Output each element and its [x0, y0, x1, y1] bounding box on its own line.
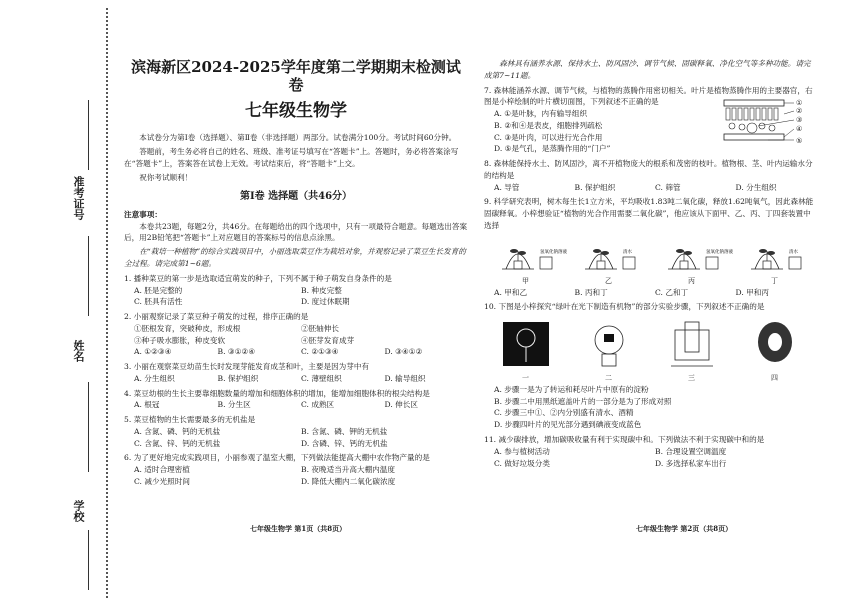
- right-context: 森林具有涵养水源、保持水土、防风固沙、调节气候、固碳释氧、净化空气等多种功能。请完成第7~11题。: [484, 59, 811, 80]
- answer-options: [484, 287, 816, 299]
- question: [124, 273, 468, 308]
- subject-title: 七年级生物学: [245, 101, 347, 121]
- answer-options: [124, 426, 468, 450]
- answer-option[interactable]: D. 步骤四叶片的见光部分遇到碘液变成蓝色: [494, 420, 642, 430]
- question-stem: 1. 播种菜豆的第一步是选取适宜萌发的种子，下列不属于种子萌发自身条件的是: [124, 273, 392, 283]
- intro-para-1: 本试卷分为第Ⅰ卷（选择题）、第Ⅱ卷（非选择题）两部分。试卷满分100分。考试时间60分钟。: [139, 133, 457, 143]
- answer-option[interactable]: C. 减少光照时间: [134, 476, 190, 486]
- sub-statement: ①胚根发育，突破种皮，形成根: [134, 323, 241, 333]
- answer-option[interactable]: A. 分生组织: [134, 373, 175, 383]
- answer-option[interactable]: B. 保护组织: [217, 373, 259, 383]
- figure-label: 四: [771, 374, 778, 383]
- question-stem: 2. 小丽观察记录了菜豆种子萌发的过程，排序正确的是: [124, 312, 309, 322]
- binding-strip: [0, 0, 112, 609]
- answer-option[interactable]: D. ⑤是气孔，是蒸腾作用的“门户”: [494, 144, 611, 154]
- question: [484, 434, 816, 469]
- figure-label: 丁: [771, 276, 778, 285]
- answer-option[interactable]: C. 成熟区: [301, 400, 335, 410]
- answer-options: [484, 182, 816, 194]
- section-heading: 第Ⅰ卷 选择题（共46分）: [239, 191, 353, 203]
- figure-labels: [484, 276, 816, 287]
- question-stem: 6. 为了更好地完成实践项目，小丽参观了温室大棚，下列做法能提高大棚中农作物产量的是: [124, 453, 430, 463]
- question-stem: 5. 菜豆植物的生长需要最多的无机盐是: [124, 415, 256, 425]
- beaker-label: 清水: [788, 249, 798, 255]
- question-list-left: [124, 273, 468, 488]
- answer-options: [124, 285, 468, 309]
- answer-option[interactable]: B. ②和④是表皮，细胞排列疏松: [494, 120, 603, 130]
- answer-option[interactable]: D. 度过休眠期: [301, 297, 350, 307]
- name-label: 姓名: [72, 340, 85, 362]
- leaf-part-label: ②: [796, 107, 803, 115]
- bell-jar-apparatus: [745, 235, 805, 275]
- answer-option[interactable]: D. 伸长区: [384, 400, 418, 410]
- exam-number-line-2[interactable]: [88, 236, 89, 316]
- answer-option[interactable]: A. 导管: [494, 182, 520, 192]
- notice-text: 本卷共23题，每题2分，共46分。在每题给出的四个选项中，只有一项最符合题意。每题选出答案后，用2B铅笔把“答题卡”上对应题目的答案标号的信息点涂黑。: [124, 221, 468, 243]
- answer-option[interactable]: C. 含氮、锌、钙的无机盐: [134, 438, 221, 448]
- answer-option[interactable]: D. 降低大棚内二氧化碳浓度: [301, 476, 396, 486]
- question: [124, 388, 468, 412]
- answer-option[interactable]: D. 含磷、锌、钙的无机盐: [301, 438, 388, 448]
- seal-label: 准考证号: [72, 176, 85, 220]
- question: [484, 301, 816, 431]
- answer-option[interactable]: A. 参与植树活动: [494, 446, 550, 456]
- question: [124, 361, 468, 385]
- answer-option[interactable]: A. 胚是完整的: [134, 285, 183, 295]
- bell-jar-apparatus: [579, 235, 639, 275]
- answer-option[interactable]: A. 适时合理密植: [134, 465, 190, 475]
- bell-jar-apparatus: [496, 235, 567, 275]
- answer-option[interactable]: C. 步骤三中①、②内分别盛有清水、酒精: [494, 408, 634, 418]
- question-stem: 4. 菜豆幼根的生长主要靠细胞数量的增加和细胞体积的增加，能增加细胞体积的根尖结构是: [124, 388, 430, 398]
- figure-label: 一: [522, 374, 529, 383]
- experiment-step-image: [580, 316, 638, 372]
- answer-option[interactable]: A. 步骤一是为了转运和耗尽叶片中原有的淀粉: [494, 384, 649, 394]
- leaf-part-label: ①: [796, 99, 803, 107]
- intro-para-2: 答题前，考生务必将自己的姓名、班级、准考证号填写在“答题卡”上。答题时，务必将答案涂写在“答题卡”上，答案答在试卷上无效。考试结束后，将“答题卡”上交。: [124, 147, 459, 168]
- answer-option[interactable]: D. 输导组织: [384, 373, 426, 383]
- school-line[interactable]: [88, 530, 89, 590]
- experiment-step-image: [663, 316, 721, 372]
- answer-option[interactable]: C. ③是叶肉，可以进行光合作用: [494, 132, 603, 142]
- experiment-steps-figure: [484, 316, 816, 372]
- question-stem: 11. 减少碳排放，增加碳吸收量有利于实现碳中和。下列做法不利于实现碳中和的是: [484, 435, 765, 444]
- question-stem: 10. 下图是小梓探究“绿叶在光下制造有机物”的部分实验步骤，下列叙述不正确的是: [484, 302, 765, 312]
- beaker-label: 氢氧化钠溶液: [539, 249, 567, 255]
- answer-option[interactable]: D. 甲和丙: [735, 287, 769, 297]
- answer-options: [484, 384, 816, 431]
- answer-option[interactable]: B. 丙和丁: [574, 287, 608, 297]
- question-stem: 8. 森林能保持水土、防风固沙，离不开植物庞大的根系和茂密的枝叶。植物根、茎、叶内运输水分的结构是: [484, 159, 813, 180]
- answer-option[interactable]: C. 筛管: [655, 182, 681, 192]
- sub-statements: [124, 323, 468, 347]
- question: [124, 311, 468, 358]
- question: [484, 196, 816, 298]
- exam-title: 滨海新区2024-2025学年度第二学期期末检测试卷: [131, 58, 461, 94]
- answer-option[interactable]: B. 种皮完整: [301, 285, 342, 295]
- dotted-cut-line: [106, 8, 108, 598]
- answer-option[interactable]: B. ③①②④: [217, 347, 256, 357]
- leaf-part-label: ⑤: [796, 137, 803, 145]
- answer-option[interactable]: B. 合理设置空调温度: [655, 446, 727, 456]
- answer-options: [124, 399, 468, 411]
- beaker-label: 氢氧化钠溶液: [705, 249, 733, 255]
- answer-options: [124, 464, 468, 488]
- sub-statement: ④胚芽发育成芽: [301, 335, 355, 345]
- figure-label: 甲: [522, 276, 529, 285]
- leaf-part-label: ④: [796, 125, 803, 133]
- answer-option[interactable]: B. 保护组织: [574, 182, 616, 192]
- answer-option[interactable]: C. 胚具有活性: [134, 297, 183, 307]
- figure-label: 三: [688, 374, 695, 383]
- figure-labels: [484, 373, 816, 384]
- answer-option[interactable]: A. ①②③④: [134, 347, 172, 357]
- answer-option[interactable]: A. 根冠: [134, 400, 160, 410]
- answer-option[interactable]: A. 甲和乙: [494, 287, 528, 297]
- apparatus-figure-row: [484, 235, 816, 275]
- answer-option[interactable]: B. 步骤二中用黑纸遮盖叶片的一部分是为了形成对照: [494, 396, 672, 406]
- bell-jar-apparatus: [662, 235, 733, 275]
- answer-option[interactable]: B. 含氮、磷、钾的无机盐: [301, 426, 388, 436]
- answer-option[interactable]: B. 分生区: [217, 400, 251, 410]
- question-stem: 7. 森林能涵养水源、调节气候，与植物的蒸腾作用密切相关。叶片是植物蒸腾作用的主要器官，右图是小梓绘制的叶片横切面图，下列叙述不正确的是: [484, 85, 813, 107]
- question: [124, 452, 468, 487]
- left-page: [124, 58, 468, 488]
- answer-options: [124, 346, 468, 358]
- answer-option[interactable]: A. ①是叶脉，内有输导组织: [494, 109, 588, 119]
- notice-title: 注意事项：: [124, 209, 162, 219]
- answer-option[interactable]: B. 夜晚适当升高大棚内温度: [301, 465, 395, 475]
- answer-option[interactable]: D. 分生组织: [735, 182, 777, 192]
- context-note: 在“栽培一种植物”的综合实践项目中，小丽选取菜豆作为栽培对象，并观察记录了菜豆生长发育的全过程。请完成第1~6题。: [124, 247, 466, 268]
- question-stem: 3. 小丽在观察菜豆幼苗生长时发现芽能发育成茎和叶，主要是因为芽中有: [124, 362, 370, 372]
- exam-number-line[interactable]: [88, 100, 89, 170]
- answer-options: [124, 373, 468, 385]
- experiment-step-image: [746, 316, 804, 372]
- page-footer-left: 七年级生物学 第1页（共8页）: [250, 524, 347, 533]
- question-stem: 9. 科学研究表明，树木每生长1立方米，平均吸收1.83吨二氧化碳，释放1.62吨氧气，因此森林能固碳释氧。小梓想验证“植物的光合作用需要二氧化碳”，他应该从下面甲、乙、丙、丁四套装置中选择: [484, 197, 814, 230]
- answer-option[interactable]: C. ②①③④: [301, 347, 339, 357]
- answer-option[interactable]: A. 含氮、磷、钙的无机盐: [134, 426, 221, 436]
- answer-option[interactable]: C. 做好垃圾分类: [494, 458, 550, 468]
- experiment-step-image: [497, 316, 555, 372]
- intro-para-3: 祝你考试顺利！: [139, 172, 193, 182]
- leaf-part-label: ③: [796, 116, 803, 124]
- leaf-cross-section-figure: [722, 96, 810, 148]
- answer-option[interactable]: D. 多选择私家车出行: [655, 458, 727, 468]
- name-line[interactable]: [88, 382, 89, 472]
- question: [484, 158, 816, 193]
- answer-option[interactable]: C. 乙和丁: [655, 287, 689, 297]
- page-footer-right: 七年级生物学 第2页（共8页）: [636, 524, 733, 533]
- beaker-label: 清水: [622, 249, 632, 255]
- figure-label: 二: [605, 374, 612, 383]
- sub-statement: ③种子吸水膨胀，种皮变软: [134, 335, 226, 345]
- figure-label: 丙: [688, 276, 695, 285]
- answer-option[interactable]: C. 薄壁组织: [301, 373, 342, 383]
- question: [124, 414, 468, 449]
- answer-options: [484, 446, 816, 470]
- figure-label: 乙: [605, 276, 612, 285]
- answer-option[interactable]: D. ③④①②: [384, 347, 423, 357]
- school-label: 学校: [72, 500, 85, 522]
- sub-statement: ②胚轴伸长: [301, 323, 339, 333]
